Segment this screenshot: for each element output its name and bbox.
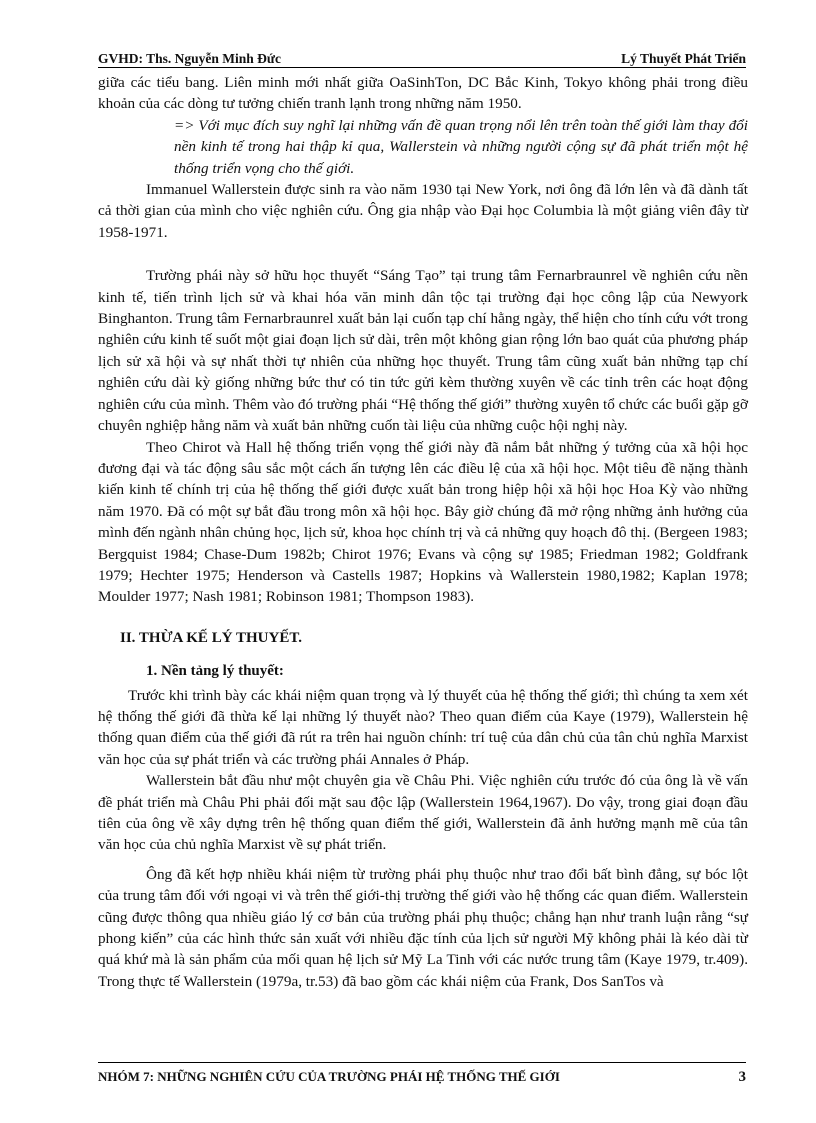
section-heading: II. THỪA KẾ LÝ THUYẾT.: [120, 629, 302, 646]
paragraph: Trước khi trình bày các khái niệm quan trọng và lý thuyết của hệ thống thế giới; thì chúng ta xem xét hệ thống thế giới đã thừa kế lại những lý thuyết nào? Theo quan điểm của Kaye (1979), Wallerstein hệ thống quan điểm của thế giới đã rút ra trên hai nguồn chính: trí tuệ của dân chủ của tân chủ nghĩa Marxist văn học của sự phát triển và các trường phái Annales ở Pháp.: [98, 686, 748, 768]
page-footer: [98, 1062, 746, 1086]
page-header: [98, 50, 746, 68]
paragraph: Immanuel Wallerstein được sinh ra vào năm 1930 tại New York, nơi ông đã lớn lên và đã dành tất cả thời gian của mình cho việc nghiên cứu. Ông gia nhập vào Đại học Columbia là một giảng viên đây từ 1958-1971.: [98, 181, 748, 241]
header-instructor: GVHD: Ths. Nguyễn Minh Đức: [98, 51, 282, 66]
document-body: [98, 72, 748, 992]
paragraph: giữa các tiểu bang. Liên minh mới nhất giữa OaSinhTon, DC Bắc Kinh, Tokyo không phải trong điều khoản của các dòng tư tưởng chiến tranh lạnh trong những năm 1950.: [98, 74, 748, 113]
paragraph: Trường phái này sở hữu học thuyết “Sáng Tạo” tại trung tâm Fernarbraunrel về nghiên cứu nền kinh tế, tiến trình lịch sử và khai hóa văn minh dân tộc tại trường đại học công lập của Newyork Binghanton. Trung tâm Fernarbraunrel xuất bản lại cuốn tạp chí hằng ngày, thể hiện cho tính cứu vớt trong nghiên cứu kinh tế suốt một giai đoạn lịch sử dài, trên một không gian rộng lớn bao quát của phương pháp lịch sử xã hội và sự nhất thời tự nhiên của những học thuyết. Trung tâm cũng xuất bản những tạp chí nghiên cứu dài kỳ giống những bức thư có tin tức gửi kèm thường xuyên về các tỉnh trên các hoạt động nghiên cứu của mình. Thêm vào đó trường phái “Hệ thống thế giới” thường xuyên tổ chức các buổi gặp gỡ chuyên nghiệp hằng năm và xuất bản những cuốn tài liệu của những cuộc hội nghị này.: [98, 267, 748, 435]
paragraph: Wallerstein bắt đầu như một chuyên gia về Châu Phi. Việc nghiên cứu trước đó của ông là về vấn đề phát triển mà Châu Phi phải đối mặt sau độc lập (Wallerstein 1964,1967). Do vậy, trong giai đoạn đầu tiên của ông về xây dựng trên hệ thống quan điểm thế giới, Wallerstein đã ảnh hưởng mạnh mẽ của tân văn học của chủ nghĩa Marxist về sự phát triển.: [98, 772, 748, 854]
paragraph: Ông đã kết hợp nhiều khái niệm từ trường phái phụ thuộc như trao đổi bất bình đẳng, sự bóc lột của trung tâm đối với ngoại vi và trên thế giới-thị trường thế giới vào hệ thống các quan điểm. Wallerstein cũng được thông qua nhiều giáo lý cơ bản của trường phái phụ thuộc; chẳng hạn như tranh luận rằng “sự phong kiến” của các hình thức sản xuất với nhiều đặc tính của lịch sử người Mỹ không phải là kéo dài từ quá khứ mà là sản phẩm của mối quan hệ lịch sử Mỹ La Tinh với các nước trung tâm (Kaye 1979, tr.409). Trong thực tế Wallerstein (1979a, tr.53) đã bao gồm các khái niệm của Frank, Dos SanTos và: [98, 865, 748, 990]
paragraph: Theo Chirot và Hall hệ thống triển vọng thế giới này đã nắm bắt những ý tưởng của xã hội học đương đại và tác động sâu sắc một cách ấn tượng lên các điều lệ của xã hội học. Một tiêu đề nặng thành kiến kinh tế chính trị của hệ thống thế giới được xuất bản trong hiệp hội xã hội học Hoa Kỳ vào những năm 1970. Đã có một sự bắt đầu trong môn xã hội học. Bây giờ chúng đã mở rộng những ảnh hưởng của mình đến ngành nhân chủng học, lịch sử, khoa học chính trị và cả những quy hoạch đô thị. (Bergeen 1983; Bergquist 1984; Chase-Dum 1982b; Chirot 1976; Evans và cộng sự 1985; Friedman 1982; Goldfrank 1979; Hechter 1975; Henderson và Castells 1987; Hopkins và Wallerstein 1980,1982; Kaplan 1978; Moulder 1977; Nash 1981; Robinson 1981; Thompson 1983).: [98, 438, 748, 606]
conclusion-quote: => Với mục đích suy nghĩ lại những vấn đề quan trọng nổi lên trên toàn thế giới làm thay đổi nền kinh tế trong hai thập kỉ qua, Wallerstein và những người cộng sự đã phát triển một hệ thống triển vọng cho thế giới.: [174, 116, 748, 177]
subsection-heading: 1. Nền tảng lý thuyết:: [146, 663, 284, 680]
footer-group-title: NHÓM 7: NHỮNG NGHIÊN CỨU CỦA TRƯỜNG PHÁI HỆ THỐNG THẾ GIỚI: [98, 1069, 560, 1084]
page-number: 3: [738, 1069, 746, 1085]
header-subject: Lý Thuyết Phát Triển: [621, 51, 746, 66]
